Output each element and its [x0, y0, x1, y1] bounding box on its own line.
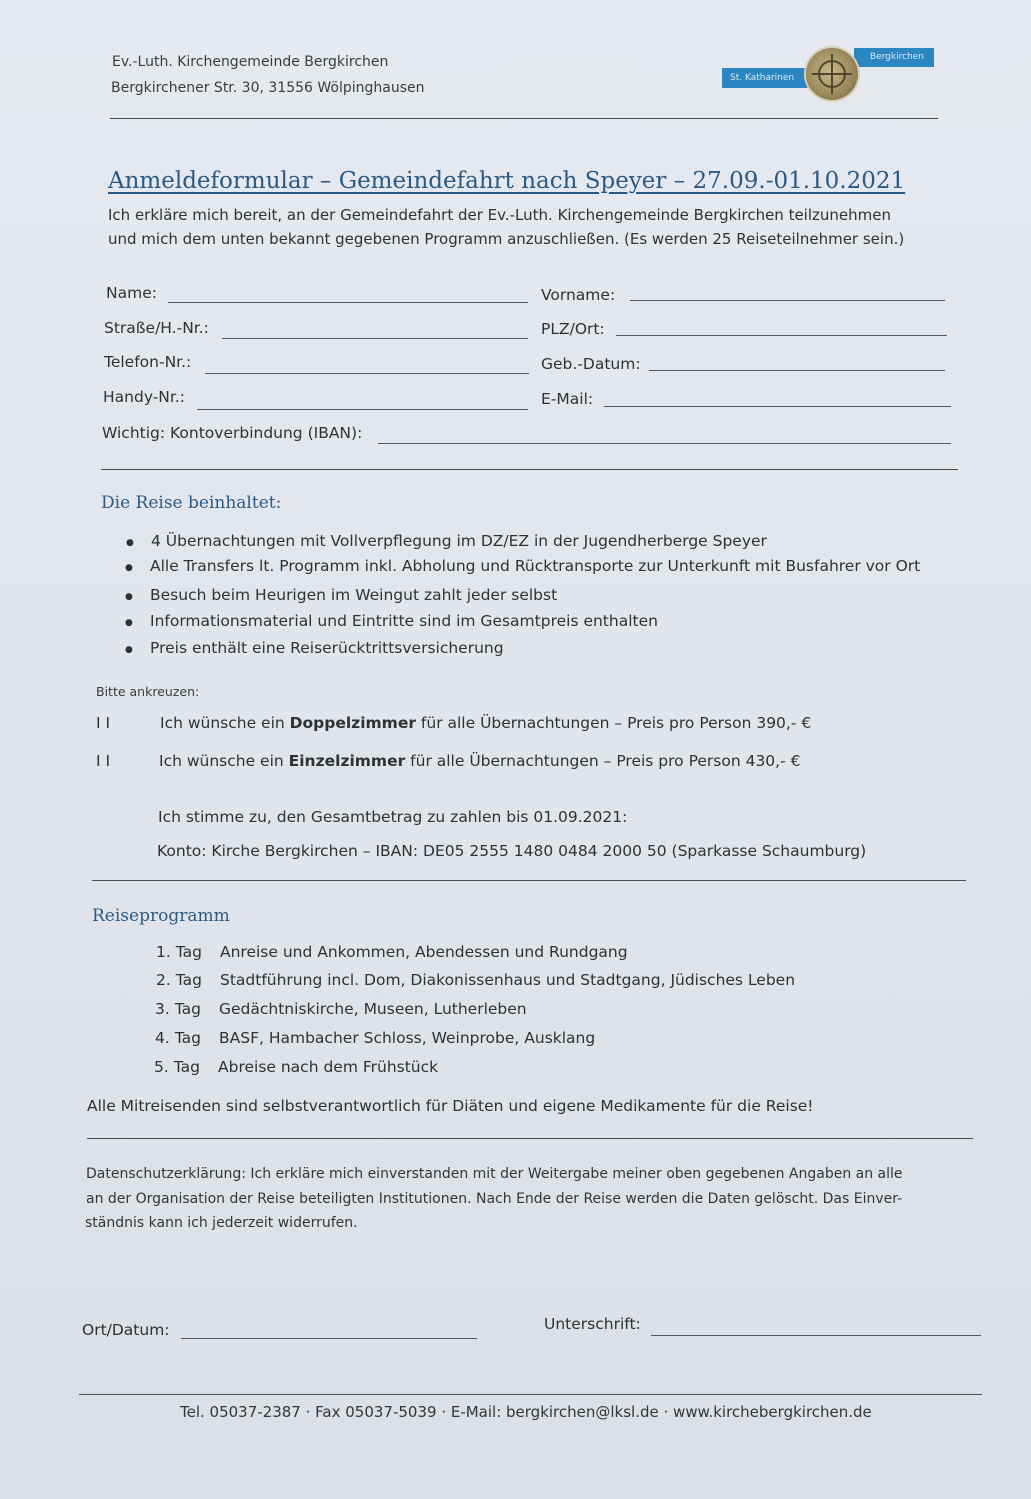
bank-account: Konto: Kirche Bergkirchen – IBAN: DE05 2555 1480 0484 2000 50 (Sparkasse Schaumburg) [157, 842, 867, 860]
list-item: ● Preis enthält eine Reiserücktrittsversicherung [150, 639, 504, 657]
program-day-1: 1. Tag Anreise und Ankommen, Abendessen und Rundgang [156, 943, 628, 961]
seal-icon [806, 48, 858, 100]
fields-divider [101, 469, 958, 470]
program-day-5: 5. Tag Abreise nach dem Frühstück [154, 1058, 439, 1076]
header-divider [110, 118, 938, 119]
email-label: E-Mail: [541, 390, 594, 408]
program-day-2: 2. Tag Stadtführung incl. Dom, Diakonissenhaus und Stadtgang, Jüdisches Leben [156, 971, 796, 989]
program-heading: Reiseprogramm [92, 906, 230, 926]
list-item: ● 4 Übernachtungen mit Vollverpflegung im DZ/EZ in der Jugendherberge Speyer [151, 532, 767, 550]
page-title: Anmeldeformular – Gemeindefahrt nach Speyer – 27.09.-01.10.2021 [108, 168, 906, 194]
signature-field[interactable] [651, 1335, 981, 1336]
privacy-line-3: ständnis kann ich jederzeit widerrufen. [85, 1215, 358, 1231]
plz-label: PLZ/Ort: [541, 320, 605, 338]
intro-line-1: Ich erkläre mich bereit, an der Gemeindefahrt der Ev.-Luth. Kirchengemeinde Bergkirchen teilzunehmen [108, 206, 891, 224]
mobile-label: Handy-Nr.: [103, 388, 186, 406]
logo-left-tag: St. Katharinen [722, 68, 810, 88]
program-day-4: 4. Tag BASF, Hambacher Schloss, Weinprobe, Ausklang [155, 1029, 596, 1047]
mobile-field[interactable] [197, 409, 528, 410]
birthdate-field[interactable] [649, 370, 945, 371]
intro-line-2: und mich dem unten bekannt gegebenen Programm anzuschließen. (Es werden 25 Reiseteilnehmer sein.) [108, 230, 905, 248]
iban-field[interactable] [378, 443, 951, 444]
payment-consent: Ich stimme zu, den Gesamtbetrag zu zahlen bis 01.09.2021: [158, 808, 628, 826]
footer-contact: Tel. 05037-2387 · Fax 05037-5039 · E-Mail: bergkirchen@lksl.de · www.kirchebergkirchen.de [180, 1403, 872, 1421]
org-name: Ev.-Luth. Kirchengemeinde Bergkirchen [112, 54, 389, 70]
vorname-field[interactable] [630, 300, 945, 301]
single-room-checkbox[interactable]: I I [96, 752, 111, 770]
place-date-label: Ort/Datum: [82, 1321, 170, 1339]
street-field[interactable] [222, 338, 528, 339]
place-date-field[interactable] [181, 1338, 477, 1339]
privacy-line-1: Datenschutzerklärung: Ich erkläre mich einverstanden mit der Weitergabe meiner oben gegebenen Angaben an alle [86, 1166, 903, 1182]
list-item: ● Informationsmaterial und Eintritte sind im Gesamtpreis enthalten [150, 612, 658, 630]
name-field[interactable] [168, 302, 528, 303]
single-room-option: Ich wünsche ein Einzelzimmer für alle Übernachtungen – Preis pro Person 430,- € [159, 752, 801, 770]
vorname-label: Vorname: [541, 286, 616, 304]
logo-right-tag: Bergkirchen [854, 48, 934, 67]
signature-label: Unterschrift: [544, 1315, 641, 1333]
birthdate-label: Geb.-Datum: [541, 355, 641, 373]
street-label: Straße/H.-Nr.: [104, 319, 209, 337]
footer-divider [79, 1394, 982, 1395]
list-item: ● Alle Transfers lt. Programm inkl. Abholung und Rücktransporte zur Unterkunft mit Busfahrer vor Ort [150, 557, 920, 575]
privacy-line-2: an der Organisation der Reise beteiligten Institutionen. Nach Ende der Reise werden die Daten gelöscht. Das Einver- [86, 1191, 903, 1207]
iban-label: Wichtig: Kontoverbindung (IBAN): [102, 424, 363, 442]
program-note: Alle Mitreisenden sind selbstverantwortlich für Diäten und eigene Medikamente für die Reise! [87, 1097, 814, 1115]
org-address: Bergkirchener Str. 30, 31556 Wölpinghausen [111, 80, 425, 96]
plz-field[interactable] [616, 335, 947, 336]
phone-field[interactable] [205, 373, 529, 374]
phone-label: Telefon-Nr.: [104, 353, 192, 371]
double-room-option: Ich wünsche ein Doppelzimmer für alle Übernachtungen – Preis pro Person 390,- € [160, 714, 812, 732]
program-divider [87, 1138, 973, 1139]
name-label: Name: [106, 284, 157, 302]
double-room-checkbox[interactable]: I I [96, 714, 111, 732]
program-day-3: 3. Tag Gedächtniskirche, Museen, Lutherleben [155, 1000, 527, 1018]
options-divider [92, 880, 966, 881]
checkbox-hint: Bitte ankreuzen: [96, 684, 200, 699]
list-item: ● Besuch beim Heurigen im Weingut zahlt jeder selbst [150, 586, 557, 604]
email-field[interactable] [604, 406, 951, 407]
includes-heading: Die Reise beinhaltet: [101, 493, 282, 513]
church-logo [722, 46, 934, 102]
